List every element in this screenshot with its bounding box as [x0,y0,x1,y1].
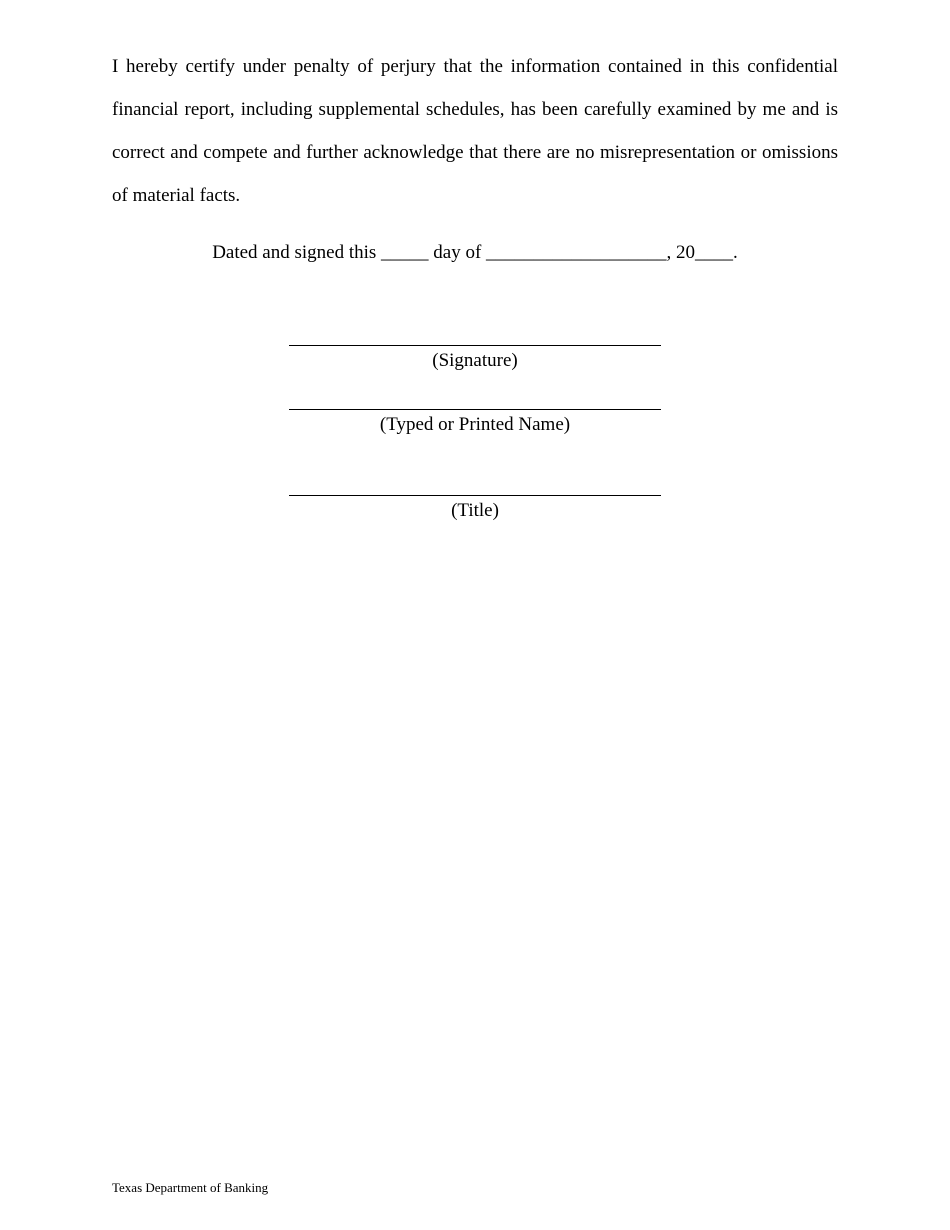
printed-name-field [289,409,661,438]
dated-signed-line: Dated and signed this _____ day of ___________________, 20____. [212,242,738,263]
printed-name-caption: (Typed or Printed Name) [379,414,571,435]
signature-line [289,345,661,346]
title-caption: (Title) [451,500,499,521]
title-line [289,495,661,496]
certification-paragraph: I hereby certify under penalty of perjury that the information contained in this confidential financial report, including supplemental schedules, has been carefully examined by me and is correct and compete and further acknowledge that there are no misrepresentation or omissions of material facts. [112,56,838,206]
printed-name-line [289,409,661,410]
signature-caption: (Signature) [432,350,518,371]
page-footer: Texas Department of Banking [112,1180,269,1195]
signature-field [289,345,661,374]
title-field [289,495,661,524]
